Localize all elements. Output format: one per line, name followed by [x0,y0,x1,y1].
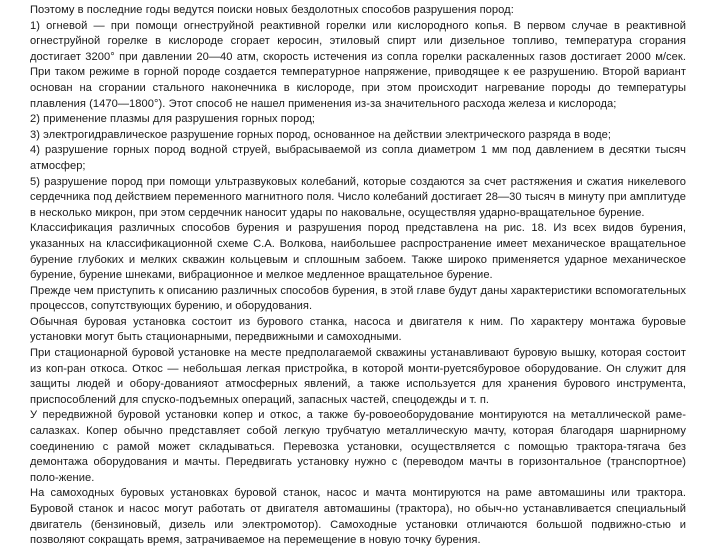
paragraph-mobile-rig: У передвижной буровой установки копер и откос, а также бу-ровоеоборудование монтируются на металлической раме-салазках. Копер обычно представляет собой легкую трубчатую металлическую мачту, которая благодаря шарнирному соединению с рамой может складываться. Перевозка установки, осуществляется с помощью трактора-тягача без демонтажа оборудования и мачты. Передвигать установку нужно с (переводом мачты в горизонтальное (транспортное) поло-жение. [30,409,686,484]
paragraph-ultrasonic-method: 5) разрушение пород при помощи ультразвуковых колебаний, которые создаются за счет растяжения и сжатия никелевого сердечника под действием переменного магнитного поля. Число колебаний достигает 28—30 тысяч в минуту при амплитуде в несколько микрон, при этом сердечник наносит удары по наковальне, осуществляя ударно-вращательное бурение. [30,175,686,219]
paragraph-chapter-intro: Прежде чем приступить к описанию различных способов бурения, в этой главе будут даны характеристики вспомогательных процессов, сопутствующих бурению, и оборудования. [30,284,686,313]
paragraph-plasma-method: 2) применение плазмы для разрушения горных пород; [30,113,316,126]
paragraph-water-jet-method: 4) разрушение горных пород водной струей, выбрасываемой из сопла диаметром 1 мм под давлением в десятки тысяч атмосфер; [30,144,686,172]
paragraph-self-propelled-rig: На самоходных буровых установках буровой станок, насос и мачта монтируются на раме автомашины или трактора. Буровой станок и насос могут работать от двигателя автомашины (трактора), но обыч-но устанавливается специальный двигатель (бензиновый, дизель или электромотор). Самоходные установки отличаются большой подвижно-стью и позволяют сокращать время, затрачиваемое на перемещение в новую точку бурения. [30,487,686,547]
paragraph-electrohydraulic-method: 3) электрогидравлическое разрушение горных пород, основанное на действии электрического разряда в воде; [30,128,612,141]
intro-paragraph: Поэтому в последние годы ведутся поиски новых бездолотных способов разрушения пород: [30,4,514,16]
paragraph-stationary-rig: При стационарной буровой установке на месте предполагаемой скважины устанавливают буровую вышку, которая состоит из коп-ран откоса. Откос — небольшая легкая пристройка, в которой монти-руетсябуровое оборудование. Он служит для защиты людей и обору-дованияот атмосферных явлений, а также используется для хранения бурового инструмента, приспособлений для спуско-подъемных операций, запасных частей, спецодежды и т. п. [30,347,686,406]
paragraph-rig-composition: Обычная буровая установка состоит из бурового станка, насоса и двигателя к ним. По характеру монтажа буровые установки могут быть стационарными, передвижными и самоходными. [30,315,686,344]
paragraph-classification: Классификация различных способов бурения и разрушения пород представлена на рис. 18. Из всех видов бурения, указанных на классификационной схеме С.А. Волкова, наибольшее распространение имеет механическое вращательное бурение глубоких и мелких скважин кольцевым и сплошным забоем. Также широко применяется ударное механическое бурение, бурение шнеками, вибрационное и мелкое медленное вращательное бурение. [30,222,686,282]
paragraph-fire-method: 1) огневой — при помощи огнеструйной реактивной горелки или кислородного копья. В первом случае в реактивной огнеструйной горелке в кислороде сгорает керосин, этиловый спирт или дизельное топливо, температура сгорания достигает 3200° при давлении 20—40 атм, скорость истечения из сопла горелки раскаленных газов достигает 2000 м/сек. При таком режиме в горной породе создается температурное напряжение, приводящее к ее разрушению. Второй вариант основан на сгорании стального наконечника в кислороде, при этом происходит нагревание породы до температуры плавления (1470—1800°). Этот способ не нашел применения из-за значительного расхода железа и кислорода; [30,19,686,110]
